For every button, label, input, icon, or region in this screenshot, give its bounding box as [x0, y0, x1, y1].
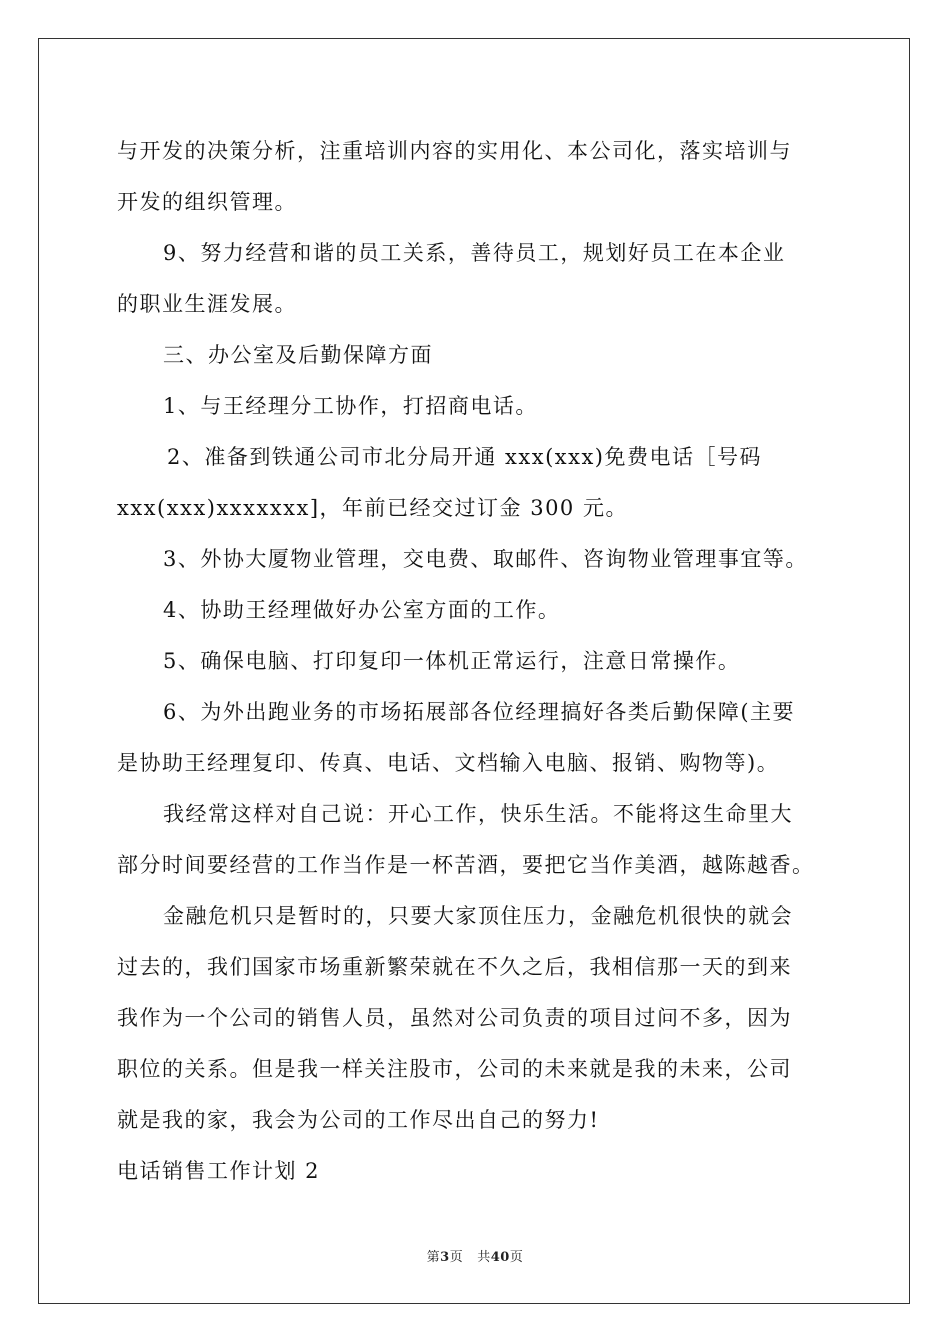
text-line: 2、准备到铁通公司市北分局开通 xxx(xxx)免费电话［号码 [167, 445, 762, 469]
total-pages: 40 [490, 1250, 510, 1265]
document-body [117, 126, 857, 1197]
page-suffix: 页 [449, 1250, 464, 1265]
text-line: 4、协助王经理做好办公室方面的工作。 [163, 598, 561, 622]
text-line: 我经常这样对自己说：开心工作，快乐生活。不能将这生命里大 [163, 802, 793, 826]
page-prefix: 第 [426, 1250, 441, 1265]
text-line: 职位的关系。但是我一样关注股市，公司的未来就是我的未来，公司 [117, 1057, 792, 1081]
total-prefix: 共 [477, 1250, 491, 1265]
page-footer [0, 1246, 950, 1265]
text-line: 3、外协大厦物业管理，交电费、取邮件、咨询物业管理事宜等。 [163, 547, 808, 571]
text-line: 5、确保电脑、打印复印一体机正常运行，注意日常操作。 [163, 649, 741, 673]
text-line: xxx(xxx)xxxxxxx]，年前已经交过订金 300 元。 [117, 496, 628, 520]
text-line: 就是我的家，我会为公司的工作尽出自己的努力! [117, 1108, 600, 1132]
section-heading: 三、办公室及后勤保障方面 [163, 343, 433, 367]
text-line: 与开发的决策分析，注重培训内容的实用化、本公司化，落实培训与 [117, 139, 792, 163]
text-line: 是协助王经理复印、传真、电话、文档输入电脑、报销、购物等)。 [117, 751, 780, 775]
text-line: 过去的，我们国家市场重新繁荣就在不久之后，我相信那一天的到来 [117, 955, 792, 979]
text-line: 部分时间要经营的工作当作是一杯苦酒，要把它当作美酒，越陈越香。 [117, 853, 815, 877]
section-title: 电话销售工作计划 2 [117, 1159, 321, 1183]
text-line: 我作为一个公司的销售人员，虽然对公司负责的项目过问不多，因为 [117, 1006, 792, 1030]
text-line: 开发的组织管理。 [117, 190, 297, 214]
text-line: 1、与王经理分工协作，打招商电话。 [163, 394, 538, 418]
total-suffix: 页 [509, 1250, 524, 1265]
text-line: 的职业生涯发展。 [117, 292, 297, 316]
page-number: 3 [440, 1250, 450, 1265]
text-line: 金融危机只是暂时的，只要大家顶住压力，金融危机很快的就会 [163, 904, 793, 928]
text-line: 6、为外出跑业务的市场拓展部各位经理搞好各类后勤保障(主要 [163, 700, 796, 724]
text-line: 9、努力经营和谐的员工关系，善待员工，规划好员工在本企业 [163, 241, 786, 265]
